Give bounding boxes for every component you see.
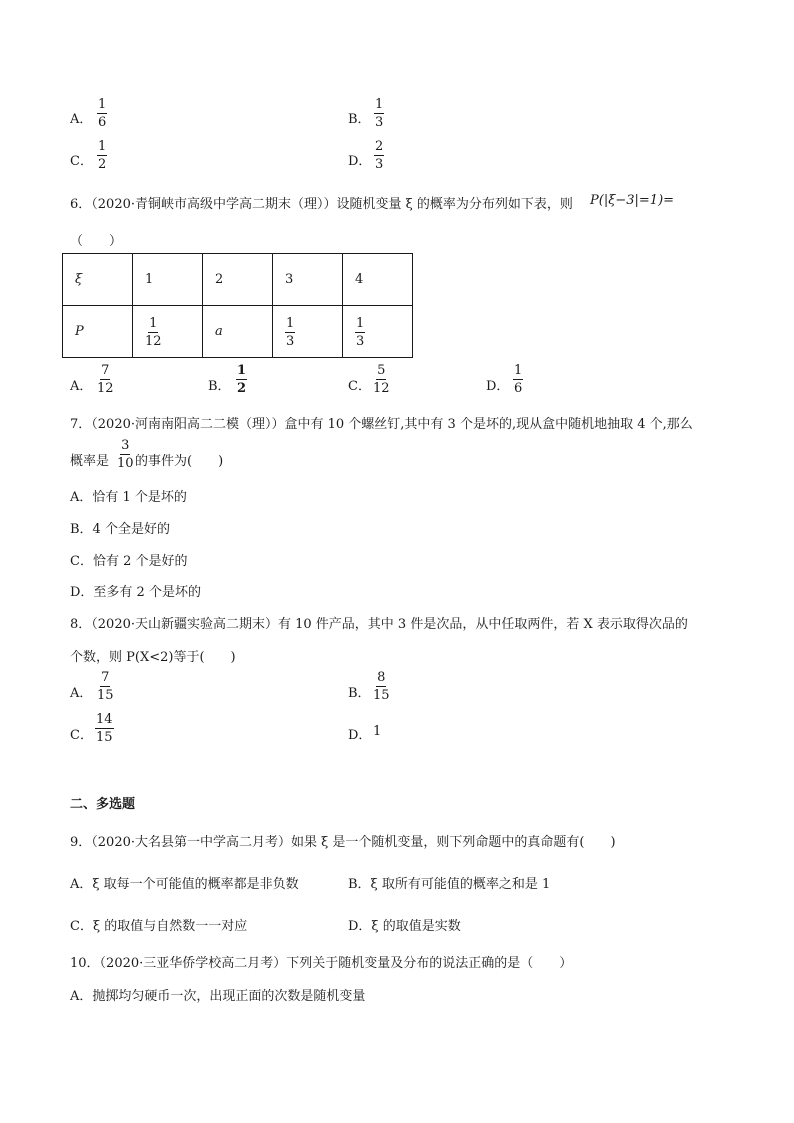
option-letter: D． xyxy=(348,728,372,743)
q7-option-d: D．至多有 2 个是坏的 xyxy=(70,585,201,600)
fraction-num: 1 xyxy=(286,315,295,331)
q6-answer-paren: （ ） xyxy=(70,234,123,249)
q10-option-a: A．抛掷均匀硬币一次，出现正面的次数是随机变量 xyxy=(70,989,366,1004)
q9-option-c: C．ξ 的取值与自然数一一对应 xyxy=(70,919,248,934)
option-letter: D． xyxy=(486,379,510,394)
table-cell: 4 xyxy=(343,254,413,306)
table-cell xyxy=(133,306,203,358)
q7-option-c: C．恰有 2 个是好的 xyxy=(70,554,188,569)
fraction: $\frac{7}{12}$ xyxy=(97,363,114,396)
q9-option-d: D．ξ 的取值是实数 xyxy=(348,919,461,934)
fraction-num: 1 xyxy=(356,315,365,331)
fraction: $\frac{1}{2}$ xyxy=(237,363,247,396)
fraction: $\frac{1}{6}$ xyxy=(98,97,107,130)
option-letter: C． xyxy=(348,379,371,394)
table-cell: ξ xyxy=(63,254,133,306)
option-letter: D． xyxy=(348,154,372,169)
table-cell: 1 xyxy=(133,254,203,306)
table-cell: 2 xyxy=(203,254,273,306)
q8-line2: 个数，则 P(X<2)等于( ) xyxy=(70,650,236,665)
table-cell xyxy=(343,306,413,358)
q6-formula: P(|ξ−3|=1)= xyxy=(590,193,675,208)
q7-fraction: $\frac{3}{10}$ xyxy=(117,438,134,471)
table-cell xyxy=(273,306,343,358)
fraction: $\frac{1}{2}$ xyxy=(98,139,107,172)
section-title: 二、多选题 xyxy=(70,797,136,812)
option-value: 1 xyxy=(373,724,382,739)
distribution-table xyxy=(62,253,413,358)
fraction-den: 3 xyxy=(286,333,295,349)
q9-option-b: B．ξ 取所有可能值的概率之和是 1 xyxy=(348,877,551,892)
table-cell: 3 xyxy=(273,254,343,306)
fraction-den: 12 xyxy=(145,333,162,349)
q7-line2-pre: 概率是 xyxy=(70,454,110,469)
option-letter: A． xyxy=(70,112,93,127)
option-letter: B． xyxy=(348,112,371,127)
table-cell: a xyxy=(203,306,273,358)
q7-option-a: A．恰有 1 个是坏的 xyxy=(70,490,187,505)
fraction: $\frac{8}{15}$ xyxy=(373,670,390,703)
q7-line1: 7．（2020·河南南阳高二二模（理））盒中有 10 个螺丝钉,其中有 3 个是坏的,现从盒中随机地抽取 4 个,那么 xyxy=(70,417,693,432)
fraction: $\frac{1}{6}$ xyxy=(514,363,523,396)
option-letter: B． xyxy=(348,686,371,701)
fraction-den: 3 xyxy=(356,333,365,349)
option-letter: A． xyxy=(70,379,93,394)
table-cell: P xyxy=(63,306,133,358)
table-row xyxy=(63,254,413,306)
q10-stem: 10．（2020·三亚华侨学校高二月考）下列关于随机变量及分布的说法正确的是（ ） xyxy=(70,956,573,971)
fraction: $\frac{2}{3}$ xyxy=(375,139,384,172)
q7-line2-post: 的事件为( ) xyxy=(135,454,224,469)
option-letter: C． xyxy=(70,154,93,169)
q6-stem: 6．（2020·青铜峡市高级中学高二期末（理））设随机变量 ξ 的概率为分布列如下表，则 xyxy=(70,197,573,212)
fraction: $\frac{7}{15}$ xyxy=(97,670,114,703)
q7-option-b: B．4 个全是好的 xyxy=(70,522,170,537)
fraction-num: 1 xyxy=(149,315,158,331)
q9-stem: 9．（2020·大名县第一中学高二月考）如果 ξ 是一个随机变量，则下列命题中的真命题有( ) xyxy=(70,835,616,850)
fraction: $\frac{1}{3}$ xyxy=(375,97,384,130)
fraction: $\frac{14}{15}$ xyxy=(96,712,113,745)
table-row xyxy=(63,306,413,358)
option-letter: C． xyxy=(70,728,93,743)
q9-option-a: A．ξ 取每一个可能值的概率都是非负数 xyxy=(70,877,299,892)
option-letter: B． xyxy=(208,379,231,394)
fraction: $\frac{5}{12}$ xyxy=(373,363,390,396)
q8-line1: 8．（2020·天山新疆实验高二期末）有 10 件产品，其中 3 件是次品，从中任取两件，若 X 表示取得次品的 xyxy=(70,617,688,632)
option-letter: A． xyxy=(70,686,93,701)
